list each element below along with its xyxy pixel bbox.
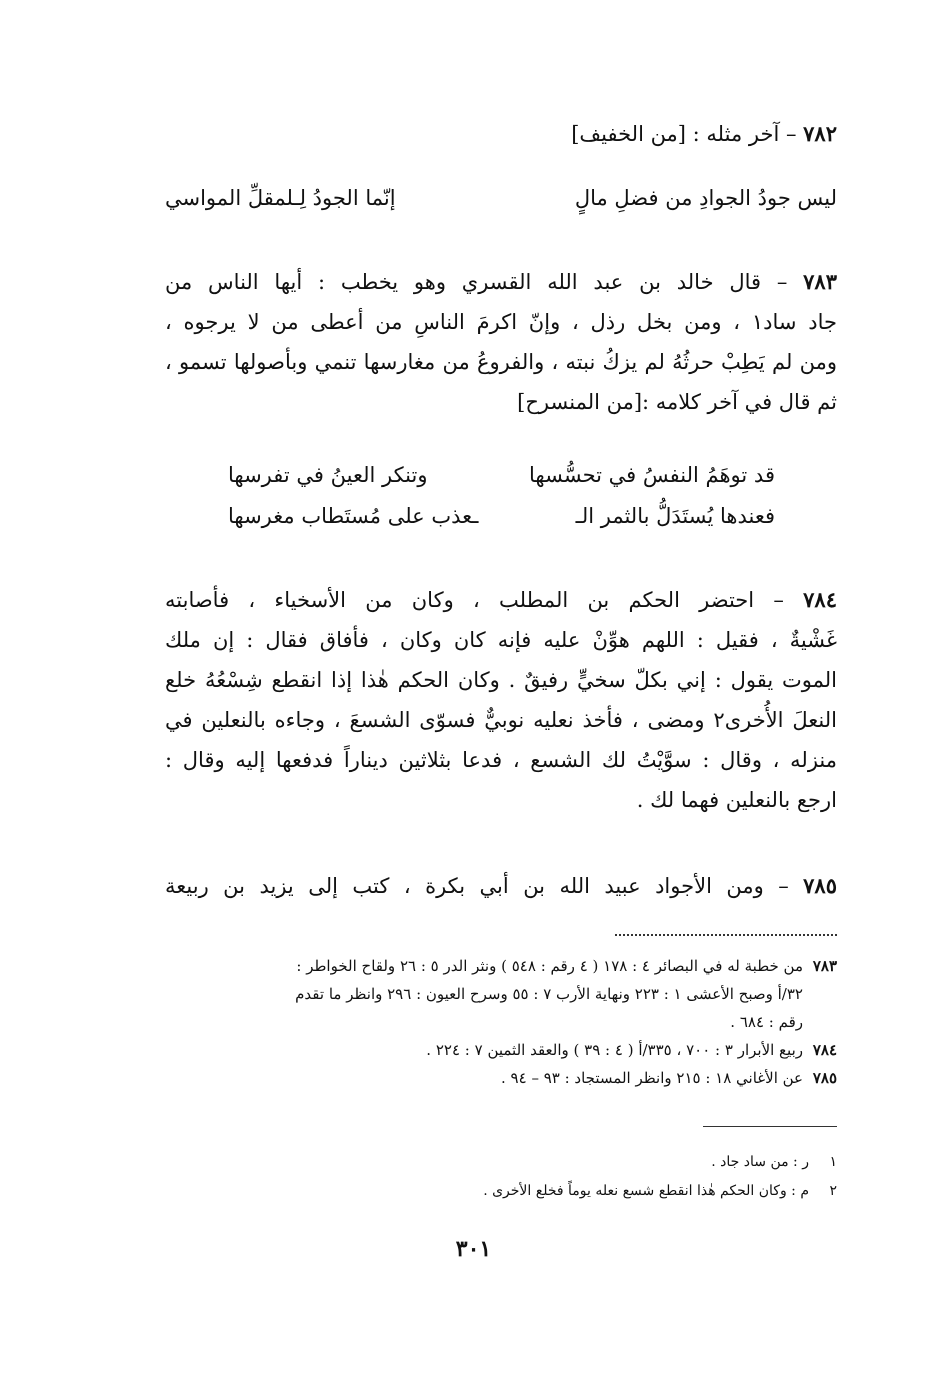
note-783-cont: ٣٢/أ وصبح الأعشى ١ : ٢٢٣ ونهاية الأرب ٧ : ٥٥ وسرح العيون : ٢٩٦ وانظر ما تقدم (295, 985, 803, 1003)
entry-785 (165, 866, 837, 906)
source-notes (165, 952, 837, 1092)
verse-hemistich-first: قد توهَمُ النفسُ في تحسُّسها (529, 463, 775, 487)
line-text: – احتضر الحكم بن المطلب ، وكان من الأسخياء ، فأصابته (165, 588, 804, 612)
footnotes (165, 1148, 837, 1206)
paragraph-line: الموت يقول : إني بكلّ سخيٍّ رفيقٌ . وكان الحكم هٰذا إذا انقطع شِسْعُهُ خلع (165, 668, 837, 692)
note-785 (165, 1064, 837, 1092)
note-number: ٧٨٤ (812, 1041, 837, 1059)
paragraph-line (165, 580, 837, 620)
entry-783 (165, 262, 837, 422)
verse-783-2 (228, 496, 775, 536)
paragraph-line: منزله ، وقال : سوَّيْتُ لك الشسع ، فدعا بثلاثين ديناراً فدفعها إليه وقال : (165, 748, 837, 772)
entry-784 (165, 580, 837, 820)
verse-hemistich-second: ـعذب على مُستَطاب مغرسها (228, 504, 479, 528)
note-text: ربيع الأبرار ٣ : ٧٠٠ ، ٣٣٥/أ ( ٤ : ٣٩ ) والعقد الثمين ٧ : ٢٢٤ . (426, 1041, 803, 1059)
note-784 (165, 1036, 837, 1064)
footnote-2 (165, 1177, 837, 1206)
verse-782 (165, 178, 837, 218)
paragraph-line: ومن لم يَطِبْ حرثُهُ لم يزكُ نبته ، والفروعُ من مغارسها تنمي وبأصولها تسمو ، (165, 350, 837, 374)
paragraph-line: غَشْيةٌ ، فقيل : اللهم هوِّنْ عليه فإنه كان وكان ، فأفاق فقال : إن ملك (165, 628, 837, 652)
footnote-rule (703, 1126, 837, 1127)
entry-number: ٧٨٤ (803, 587, 837, 612)
dotted-separator (615, 934, 837, 936)
verse-hemistich-first: فعندها يُستَدَلُّ بالثمر الـ (575, 504, 775, 528)
paragraph-line: ثم قال في آخر كلامه :[من المنسرح] (517, 390, 837, 414)
entry-number: ٧٨٢ (803, 121, 837, 146)
page-number: ٣٠١ (455, 1236, 492, 1262)
footnote-1 (165, 1148, 837, 1177)
paragraph-line (165, 866, 837, 906)
paragraph-line: ارجع بالنعلين فهما لك . (636, 788, 837, 812)
paragraph-line (165, 262, 837, 302)
note-number: ٧٨٥ (812, 1069, 837, 1087)
paragraph-line: جاد ساد١ ، ومن بخل رذل ، وإنّ اكرمَ الناسِ من أعطى من لا يرجوه ، (165, 310, 837, 334)
line-text: – ومن الأجواد عبيد الله بن أبي بكرة ، كتب إلى يزيد بن ربيعة (165, 874, 804, 898)
entry-heading-text: – آخر مثله : [من الخفيف] (571, 122, 804, 146)
footnote-text: م : وكان الحكم هٰذا انقطع شسع نعله يوماً فخلع الأخرى . (483, 1183, 809, 1199)
note-number: ٧٨٣ (812, 957, 837, 975)
verse-783-1 (228, 455, 775, 495)
entry-number: ٧٨٣ (803, 269, 837, 294)
entry-782-heading (165, 114, 837, 154)
note-text: من خطبة له في البصائر ٤ : ١٧٨ ( ٤ رقم : ٥٤٨ ) ونثر الدر ٥ : ٢٦ ولقاح الخواطر : (296, 957, 803, 975)
entry-number: ٧٨٥ (803, 873, 837, 898)
footnote-number: ١ (829, 1154, 837, 1170)
footnote-number: ٢ (829, 1183, 837, 1199)
paragraph-line: النعلَ الأُخرى٢ ومضى ، فأخذ نعليه نوبيٌّ فسوّى الشسعَ ، وجاءه بالنعلين في (165, 708, 837, 732)
verse-hemistich-first: ليس جودُ الجوادِ من فضلِ مالٍ (574, 186, 837, 210)
verse-hemistich-second: وتنكر العينُ في تفرسها (228, 463, 428, 487)
note-783 (165, 952, 837, 980)
note-783-cont: رقم : ٦٨٤ . (730, 1013, 803, 1031)
verse-hemistich-second: إنّما الجودُ لِـلمقلِّ المواسي (165, 186, 396, 210)
footnote-text: ر : من ساد جاد . (711, 1154, 809, 1170)
note-text: عن الأغاني ١٨ : ٢١٥ وانظر المستجاد : ٩٣ – ٩٤ . (501, 1069, 803, 1087)
line-text: – قال خالد بن عبد الله القسري وهو يخطب : أيها الناس من (165, 270, 804, 294)
